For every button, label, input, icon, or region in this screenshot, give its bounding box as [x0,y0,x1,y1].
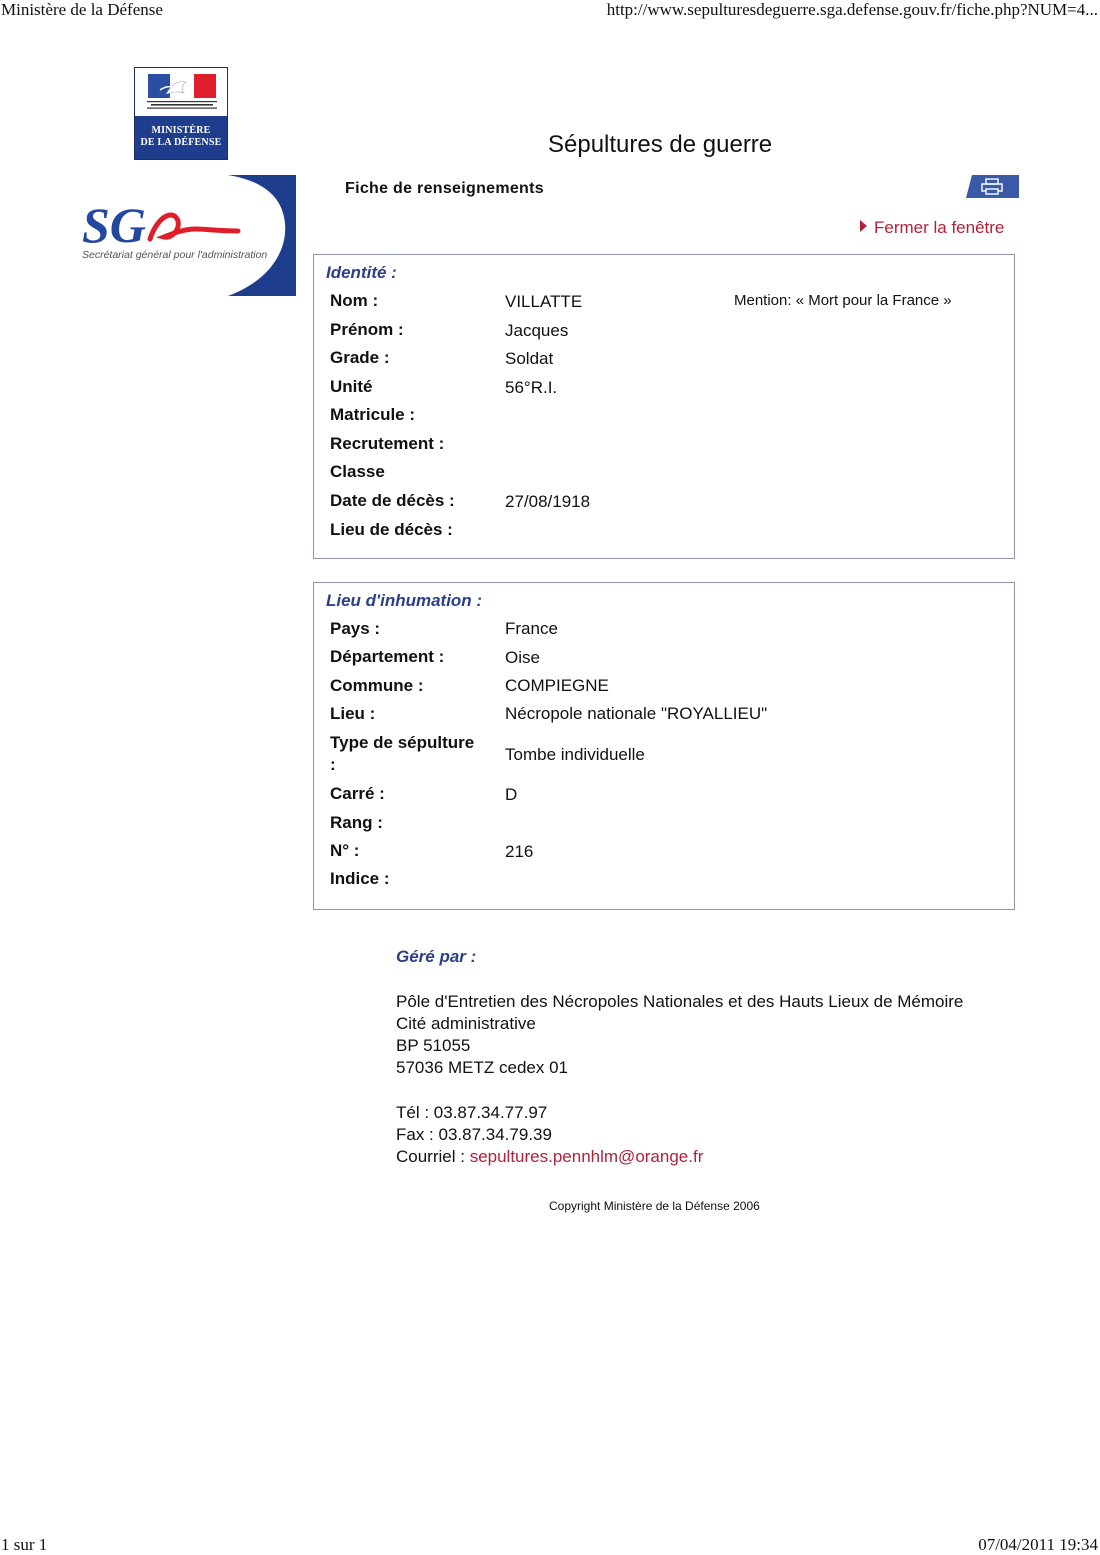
print-footer-date: 07/04/2011 19:34 [978,1535,1098,1554]
burial-value-type-sepulture: Tombe individuelle [505,745,645,764]
sga-letters: SG [82,197,146,253]
burial-value-carre: D [505,785,518,804]
identity-label-unite: Unité [330,377,373,396]
identity-value-prenom: Jacques [505,321,569,340]
identity-label-grade: Grade : [330,348,390,367]
ministry-logo-line2: DE LA DÉFENSE [140,137,222,148]
identity-label-date-deces: Date de décès : [330,491,455,510]
burial-label-pays: Pays : [330,619,381,638]
identity-value-nom: VILLATTE [505,292,583,311]
republique-francaise-mark [135,68,227,116]
print-header-title: Ministère de la Défense [1,0,163,19]
managed-by-address-line2: BP 51055 [396,1036,471,1055]
close-window-link[interactable] [860,218,1004,238]
burial-value-pays: France [505,619,558,638]
burial-title: Lieu d'inhumation : [326,591,483,610]
print-button[interactable] [966,175,1019,198]
identity-label-classe: Classe [330,462,385,481]
burial-value-lieu: Nécropole nationale "ROYALLIEU" [505,704,768,723]
identity-label-prenom: Prénom : [330,320,404,339]
identity-label-matricule: Matricule : [330,405,416,424]
burial-value-departement: Oise [505,648,540,667]
triangle-right-icon [860,220,867,232]
managed-by-email-row [396,1147,703,1167]
print-footer-page: 1 sur 1 [1,1535,48,1554]
burial-panel [313,582,1015,910]
identity-label-lieu-deces: Lieu de décès : [330,520,453,539]
identity-panel [313,254,1015,559]
burial-value-commune: COMPIEGNE [505,676,609,695]
burial-label-lieu: Lieu : [330,704,376,723]
page-title: Sépultures de guerre [548,131,773,158]
managed-by-title: Géré par : [396,947,477,966]
burial-label-type-sepulture-cont: : [330,755,336,774]
identity-label-recrutement: Recrutement : [330,434,445,453]
managed-by-email-link[interactable]: sepultures.pennhlm@orange.fr [469,1147,704,1166]
sga-logo [78,175,296,296]
identity-label-nom: Nom : [330,291,379,310]
burial-label-indice: Indice : [330,869,390,888]
managed-by-email-label: Courriel : [396,1147,470,1166]
republique-text-mark [145,100,219,110]
managed-by-fax: Fax : 03.87.34.79.39 [396,1125,552,1144]
marianne-flag-icon [148,74,216,98]
page-subtitle: Fiche de renseignements [345,180,544,197]
identity-value-date-deces: 27/08/1918 [505,492,591,511]
burial-label-type-sepulture: Type de sépulture [330,733,475,752]
burial-label-departement: Département : [330,647,445,666]
close-window-label: Fermer la fenêtre [874,218,1005,237]
burial-label-rang: Rang : [330,813,383,832]
identity-title: Identité : [326,263,397,282]
managed-by-address-line1: Cité administrative [396,1014,536,1033]
print-header-url: http://www.sepulturesdeguerre.sga.defense.gouv.fr/fiche.php?NUM=4... [606,0,1098,19]
burial-label-carre: Carré : [330,784,385,803]
identity-value-grade: Soldat [505,349,554,368]
managed-by-phone: Tél : 03.87.34.77.97 [396,1103,548,1122]
ministry-logo-line1: MINISTÈRE [151,125,211,136]
managed-by-address-line3: 57036 METZ cedex 01 [396,1058,568,1077]
burial-label-commune: Commune : [330,676,424,695]
copyright-notice: Copyright Ministère de la Défense 2006 [549,1199,760,1213]
burial-label-numero: N° : [330,841,360,860]
managed-by-organisation: Pôle d'Entretien des Nécropoles Nationales et des Hauts Lieux de Mémoire [396,992,964,1011]
ministry-logo [134,67,228,160]
identity-value-unite: 56°R.I. [505,378,558,397]
identity-mention: Mention: « Mort pour la France » [734,292,952,309]
burial-value-numero: 216 [505,842,534,861]
sga-tagline: Secrétariat général pour l'administration [82,249,268,261]
